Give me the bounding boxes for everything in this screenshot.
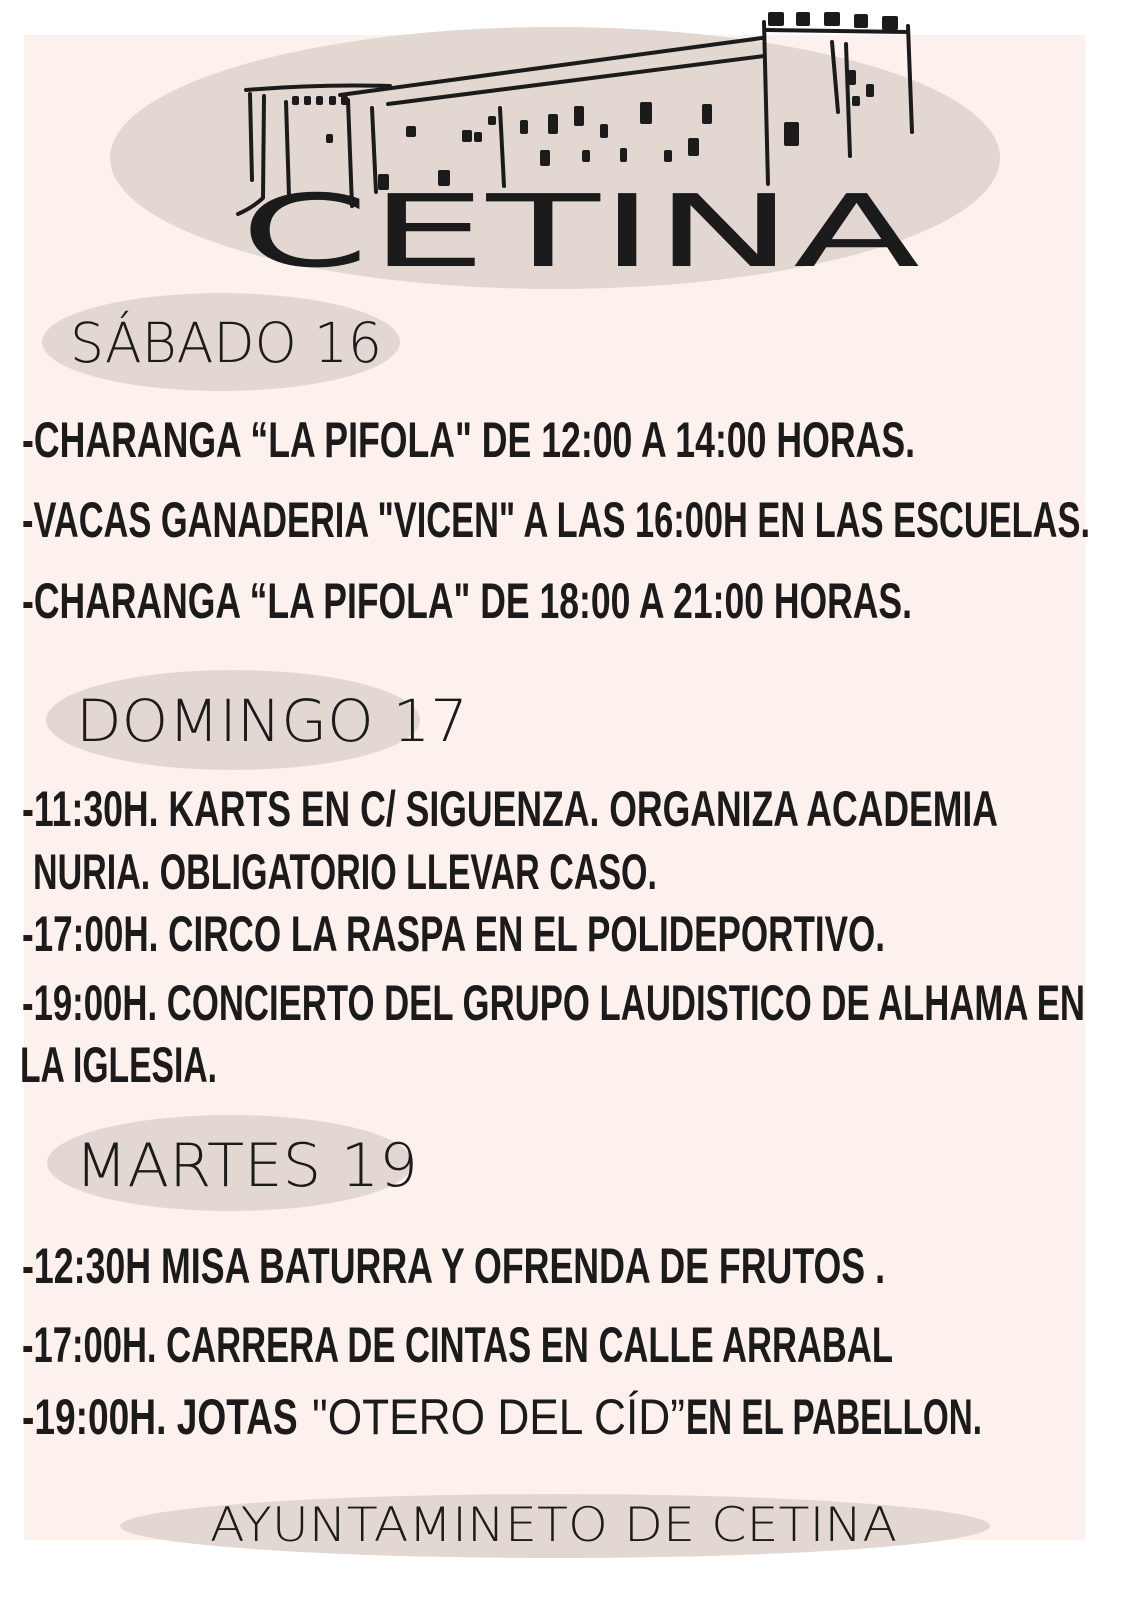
castle-window <box>406 126 416 137</box>
castle-battlement <box>316 96 323 105</box>
castle-window <box>520 120 528 134</box>
castle-window <box>574 106 584 126</box>
castle-battlement <box>304 96 311 105</box>
town-title: CETINA <box>240 173 920 290</box>
event-line: -11:30H. KARTS EN C/ SIGUENZA. ORGANIZA ACADEMIA <box>22 781 998 837</box>
castle-window <box>548 114 558 134</box>
castle-window <box>474 132 482 142</box>
castle-battlement <box>329 96 336 105</box>
castle-battlement <box>292 96 299 105</box>
day-heading: SÁBADO 16 <box>70 311 382 375</box>
castle-window <box>640 102 652 124</box>
castle-line <box>250 94 252 180</box>
day-heading: DOMINGO 17 <box>76 687 468 755</box>
castle-window <box>702 104 712 124</box>
castle-battlement <box>854 14 868 28</box>
castle-window <box>866 84 874 97</box>
event-text-part-quoted: "OTERO DEL CÍD” <box>312 1389 685 1445</box>
event-line: -17:00H. CIRCO LA RASPA EN EL POLIDEPORTIVO. <box>22 906 885 962</box>
castle-window <box>326 134 333 143</box>
event-line: -12:30H MISA BATURRA Y OFRENDA DE FRUTOS . <box>22 1238 885 1294</box>
event-line: -17:00H. CARRERA DE CINTAS EN CALLE ARRABAL <box>22 1317 893 1373</box>
event-line-continued: LA IGLESIA. <box>20 1037 217 1093</box>
castle-battlement <box>768 12 784 26</box>
event-line-continued: NURIA. OBLIGATORIO LLEVAR CASO. <box>33 844 657 900</box>
event-text-part: -19:00H. JOTAS <box>22 1389 308 1445</box>
footer <box>120 1494 990 1558</box>
day-heading: MARTES 19 <box>75 1131 418 1201</box>
castle-line <box>766 30 908 32</box>
event-line: -CHARANGA “LA PIFOLA" DE 12:00 A 14:00 HORAS. <box>22 412 915 468</box>
castle-window <box>688 138 699 156</box>
castle-window <box>664 150 672 162</box>
castle-window <box>846 70 856 85</box>
castle-window <box>488 116 496 125</box>
event-line-mixed <box>22 1389 982 1445</box>
castle-window <box>582 150 590 162</box>
castle-window <box>540 150 550 166</box>
castle-window <box>600 124 608 138</box>
event-line: -VACAS GANADERIA "VICEN" A LAS 16:00H EN LAS ESCUELAS. <box>22 492 1090 548</box>
castle-window <box>784 122 799 146</box>
event-line: -19:00H. CONCIERTO DEL GRUPO LAUDISTICO DE ALHAMA EN <box>22 975 1085 1031</box>
castle-window <box>620 148 627 162</box>
castle-battlement <box>796 12 810 26</box>
castle-battlement <box>341 96 348 105</box>
event-line: -CHARANGA “LA PIFOLA" DE 18:00 A 21:00 HORAS. <box>22 573 912 629</box>
title-group <box>240 173 920 290</box>
castle-battlement <box>882 16 898 30</box>
castle-battlement <box>824 12 840 26</box>
footer-credit: AYUNTAMINETO DE CETINA <box>210 1498 897 1553</box>
event-text-part: EN EL PABELLON. <box>686 1389 982 1445</box>
castle-window <box>852 96 860 106</box>
castle-window <box>462 130 472 142</box>
